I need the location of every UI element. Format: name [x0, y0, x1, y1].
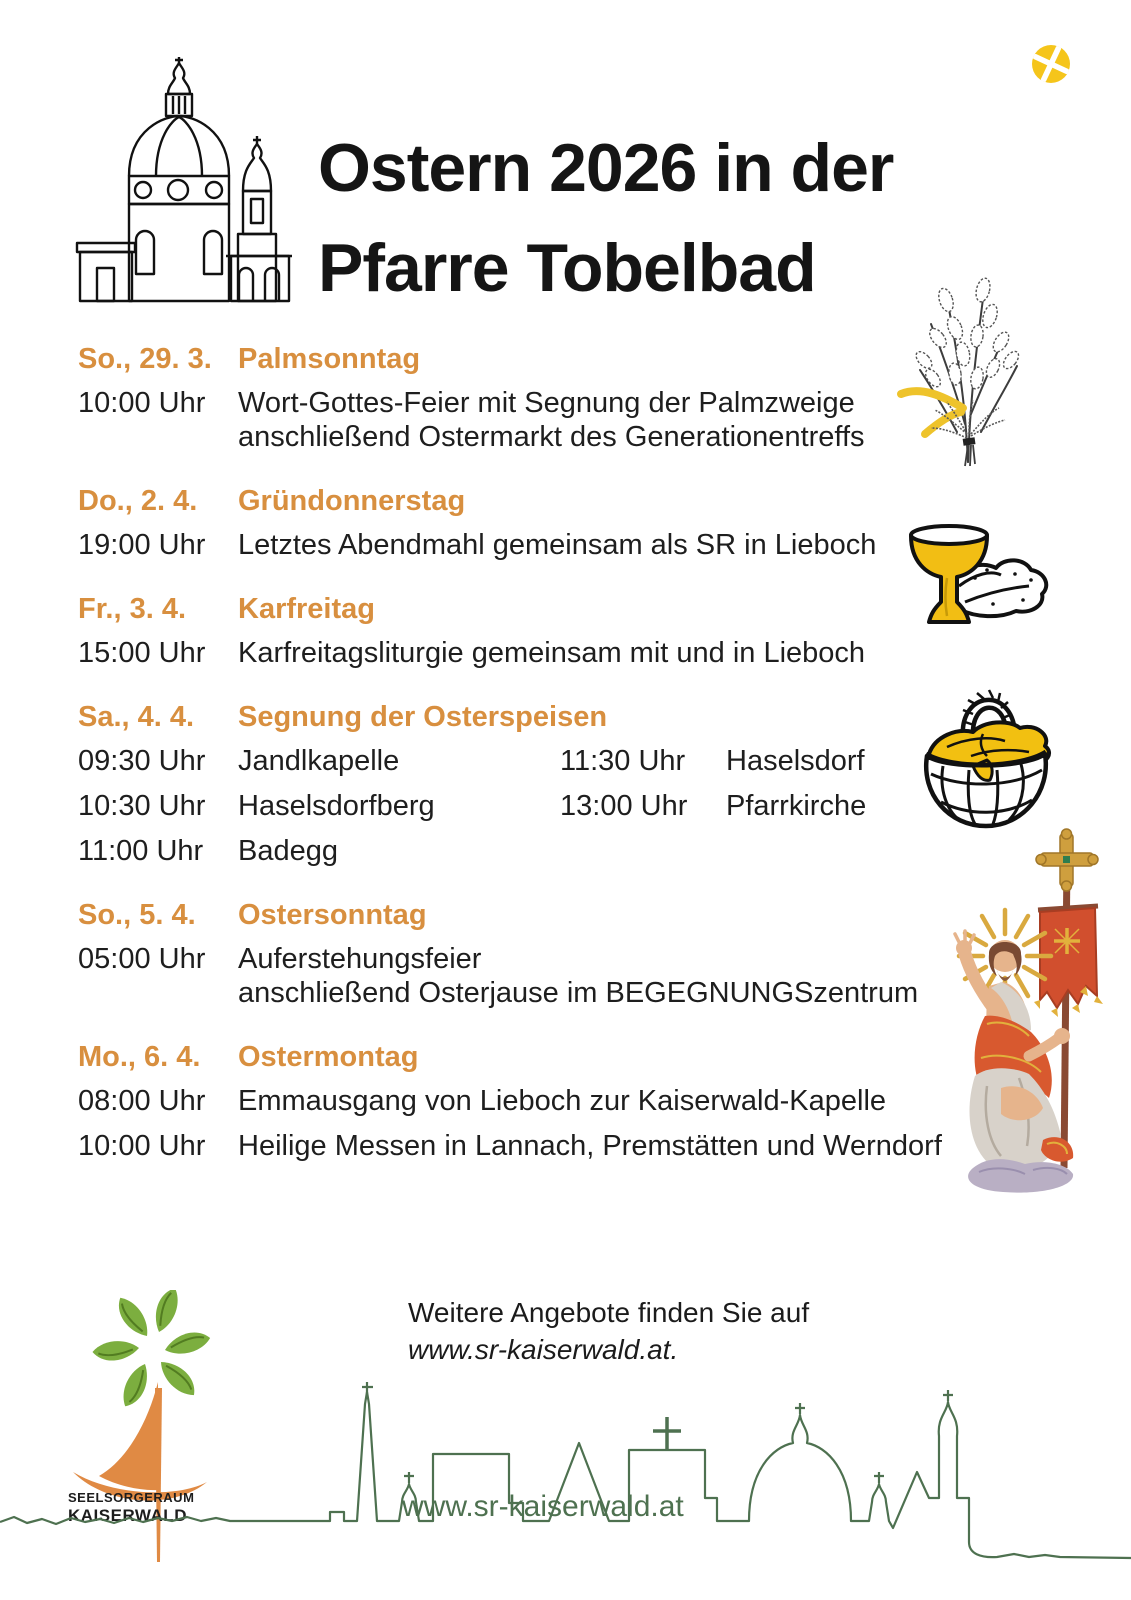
event-description: [238, 1129, 942, 1163]
section-ostermontag: [78, 1040, 968, 1163]
section-ostersonntag: [78, 898, 968, 1010]
event-description: [238, 528, 876, 562]
event-time: 11:30 Uhr: [560, 745, 686, 777]
event-line: Wort-Gottes-Feier mit Segnung der Palmzweige: [238, 387, 855, 419]
event-title: Karfreitag: [238, 593, 375, 625]
event-time: 10:00 Uhr: [78, 1130, 206, 1162]
event-title: Palmsonntag: [238, 343, 421, 375]
event-date: So., 29. 3.: [78, 343, 212, 375]
event-title: Gründonnerstag: [238, 485, 466, 517]
logo-text-line-1: SEELSORGERAUM: [68, 1490, 195, 1505]
event-title: Ostersonntag: [238, 899, 427, 931]
event-line: Auferstehungsfeier: [238, 943, 482, 975]
title-line-1: Ostern 2026 in der: [318, 130, 894, 206]
footer-note-line-1: Weitere Angebote finden Sie auf: [408, 1297, 810, 1328]
risen-christ-statue: [943, 824, 1105, 1196]
section-palmsonntag: [78, 342, 968, 454]
event-time: 15:00 Uhr: [78, 637, 206, 669]
event-time: 05:00 Uhr: [78, 943, 206, 975]
church-line-icon: [74, 56, 294, 328]
event-line: anschließend Ostermarkt des Generationentreffs: [238, 421, 865, 453]
event-date: Mo., 6. 4.: [78, 1041, 201, 1073]
cross-circle-icon: [1031, 44, 1071, 84]
event-title: Ostermontag: [238, 1041, 419, 1073]
section-gruendonnerstag: [78, 484, 968, 562]
event-description: [238, 386, 865, 454]
event-time: 10:00 Uhr: [78, 387, 206, 419]
event-row: [78, 744, 968, 778]
section-karfreitag: [78, 592, 968, 670]
title-line-2: Pfarre Tobelbad: [318, 230, 816, 306]
skyline-illustration: [0, 1312, 1131, 1600]
event-time: 08:00 Uhr: [78, 1085, 206, 1117]
event-time: 13:00 Uhr: [560, 790, 688, 822]
event-line: Heilige Messen in Lannach, Premstätten und Werndorf: [238, 1130, 942, 1162]
section-osterspeisen: [78, 700, 968, 868]
easter-schedule: [78, 342, 968, 1193]
event-row: [78, 942, 968, 1010]
event-place: Haselsdorfberg: [238, 790, 435, 822]
event-line: Emmausgang von Lieboch zur Kaiserwald-Kapelle: [238, 1085, 887, 1117]
event-description: [238, 1084, 886, 1118]
easter-basket-icon: [913, 674, 1061, 842]
event-row: [78, 1084, 968, 1118]
event-row: [78, 789, 968, 823]
footer-note-url: www.sr-kaiserwald.at.: [408, 1334, 679, 1365]
event-place: Badegg: [238, 835, 338, 867]
event-row: [78, 386, 968, 454]
palm-branch-icon: [893, 262, 1043, 467]
event-line: Letztes Abendmahl gemeinsam als SR in Lieboch: [238, 529, 877, 561]
event-place: Haselsdorf: [726, 745, 865, 777]
event-place: Jandlkapelle: [238, 745, 400, 777]
event-time: 11:00 Uhr: [78, 835, 204, 867]
event-date: So., 5. 4.: [78, 899, 196, 931]
event-time: 10:30 Uhr: [78, 790, 206, 822]
page-title: [318, 118, 893, 318]
event-time: 19:00 Uhr: [78, 529, 206, 561]
event-date: Sa., 4. 4.: [78, 701, 195, 733]
event-row: [78, 528, 968, 562]
event-line: Karfreitagsliturgie gemeinsam mit und in Lieboch: [238, 637, 866, 669]
event-row: [78, 636, 968, 670]
event-time: 09:30 Uhr: [78, 745, 206, 777]
event-row: [78, 1129, 968, 1163]
skyline-url-text: www.sr-kaiserwald.at: [402, 1490, 684, 1523]
chalice-bread-icon: [903, 512, 1055, 630]
event-date: Do., 2. 4.: [78, 485, 198, 517]
event-description: [238, 942, 918, 1010]
event-place: Pfarrkirche: [726, 790, 867, 822]
event-date: Fr., 3. 4.: [78, 593, 186, 625]
event-title: Segnung der Osterspeisen: [238, 701, 608, 733]
event-line: anschließend Osterjause im BEGEGNUNGSzentrum: [238, 977, 919, 1009]
logo-text-line-2: KAISERWALD: [68, 1505, 187, 1525]
event-description: [238, 636, 865, 670]
event-row: [78, 834, 968, 868]
